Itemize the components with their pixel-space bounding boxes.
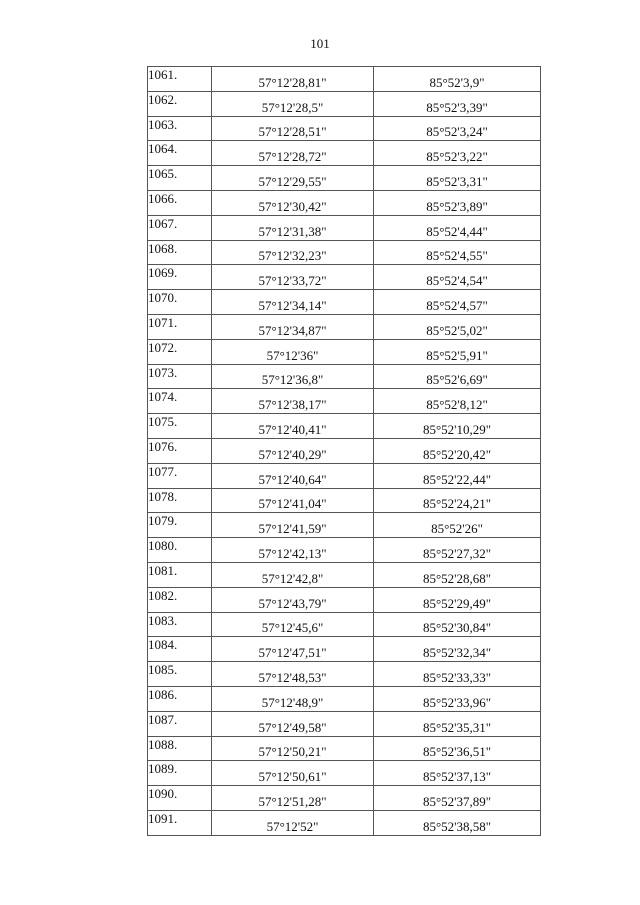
latitude-cell: 57°12'50,61" [212, 761, 374, 786]
table-row [148, 190, 541, 215]
point-number-cell: 1075. [148, 414, 212, 439]
point-number-cell: 1078. [148, 488, 212, 513]
longitude-cell: 85°52'36,51" [374, 736, 541, 761]
longitude-cell: 85°52'10,29" [374, 414, 541, 439]
point-number-cell: 1091. [148, 810, 212, 835]
table-row [148, 736, 541, 761]
longitude-cell: 85°52'5,02" [374, 314, 541, 339]
latitude-cell: 57°12'28,81" [212, 67, 374, 92]
longitude-cell: 85°52'33,96" [374, 686, 541, 711]
point-number-cell: 1071. [148, 314, 212, 339]
longitude-cell: 85°52'3,24" [374, 116, 541, 141]
table-row [148, 290, 541, 315]
latitude-cell: 57°12'41,59" [212, 513, 374, 538]
table-row [148, 538, 541, 563]
table-row [148, 463, 541, 488]
longitude-cell: 85°52'3,31" [374, 166, 541, 191]
point-number-cell: 1082. [148, 587, 212, 612]
table-row [148, 166, 541, 191]
point-number-cell: 1090. [148, 786, 212, 811]
latitude-cell: 57°12'52" [212, 810, 374, 835]
table-row [148, 215, 541, 240]
point-number-cell: 1069. [148, 265, 212, 290]
table-row [148, 364, 541, 389]
longitude-cell: 85°52'35,31" [374, 711, 541, 736]
point-number-cell: 1065. [148, 166, 212, 191]
point-number-cell: 1073. [148, 364, 212, 389]
point-number-cell: 1086. [148, 686, 212, 711]
table-row [148, 662, 541, 687]
latitude-cell: 57°12'48,53" [212, 662, 374, 687]
point-number-cell: 1066. [148, 190, 212, 215]
table-row [148, 414, 541, 439]
point-number-cell: 1089. [148, 761, 212, 786]
longitude-cell: 85°52'5,91" [374, 339, 541, 364]
longitude-cell: 85°52'37,13" [374, 761, 541, 786]
point-number-cell: 1080. [148, 538, 212, 563]
point-number-cell: 1068. [148, 240, 212, 265]
latitude-cell: 57°12'30,42" [212, 190, 374, 215]
latitude-cell: 57°12'42,8" [212, 562, 374, 587]
longitude-cell: 85°52'29,49" [374, 587, 541, 612]
point-number-cell: 1076. [148, 438, 212, 463]
latitude-cell: 57°12'32,23" [212, 240, 374, 265]
longitude-cell: 85°52'32,34" [374, 637, 541, 662]
longitude-cell: 85°52'4,55" [374, 240, 541, 265]
latitude-cell: 57°12'50,21" [212, 736, 374, 761]
longitude-cell: 85°52'4,44" [374, 215, 541, 240]
table-row [148, 240, 541, 265]
latitude-cell: 57°12'28,5" [212, 91, 374, 116]
table-row [148, 389, 541, 414]
point-number-cell: 1074. [148, 389, 212, 414]
longitude-cell: 85°52'27,32" [374, 538, 541, 563]
point-number-cell: 1079. [148, 513, 212, 538]
table-row [148, 488, 541, 513]
latitude-cell: 57°12'51,28" [212, 786, 374, 811]
latitude-cell: 57°12'43,79" [212, 587, 374, 612]
latitude-cell: 57°12'40,64" [212, 463, 374, 488]
table-row [148, 91, 541, 116]
latitude-cell: 57°12'38,17" [212, 389, 374, 414]
table-row [148, 562, 541, 587]
point-number-cell: 1081. [148, 562, 212, 587]
longitude-cell: 85°52'3,9" [374, 67, 541, 92]
table-row [148, 67, 541, 92]
longitude-cell: 85°52'24,21" [374, 488, 541, 513]
longitude-cell: 85°52'26" [374, 513, 541, 538]
latitude-cell: 57°12'36" [212, 339, 374, 364]
table-row [148, 761, 541, 786]
latitude-cell: 57°12'48,9" [212, 686, 374, 711]
table-row [148, 711, 541, 736]
longitude-cell: 85°52'38,58" [374, 810, 541, 835]
table-row [148, 587, 541, 612]
latitude-cell: 57°12'36,8" [212, 364, 374, 389]
point-number-cell: 1084. [148, 637, 212, 662]
point-number-cell: 1062. [148, 91, 212, 116]
point-number-cell: 1083. [148, 612, 212, 637]
longitude-cell: 85°52'3,39" [374, 91, 541, 116]
latitude-cell: 57°12'34,14" [212, 290, 374, 315]
longitude-cell: 85°52'4,57" [374, 290, 541, 315]
latitude-cell: 57°12'28,72" [212, 141, 374, 166]
table-row [148, 314, 541, 339]
table-row [148, 637, 541, 662]
table-row [148, 810, 541, 835]
point-number-cell: 1064. [148, 141, 212, 166]
latitude-cell: 57°12'47,51" [212, 637, 374, 662]
coordinates-table [147, 66, 541, 836]
latitude-cell: 57°12'34,87" [212, 314, 374, 339]
latitude-cell: 57°12'49,58" [212, 711, 374, 736]
latitude-cell: 57°12'31,38" [212, 215, 374, 240]
table-row [148, 686, 541, 711]
point-number-cell: 1087. [148, 711, 212, 736]
point-number-cell: 1063. [148, 116, 212, 141]
longitude-cell: 85°52'28,68" [374, 562, 541, 587]
table-row [148, 612, 541, 637]
longitude-cell: 85°52'20,42" [374, 438, 541, 463]
longitude-cell: 85°52'33,33" [374, 662, 541, 687]
point-number-cell: 1088. [148, 736, 212, 761]
longitude-cell: 85°52'6,69" [374, 364, 541, 389]
table-row [148, 786, 541, 811]
coordinates-table-body [148, 67, 541, 836]
table-row [148, 339, 541, 364]
point-number-cell: 1085. [148, 662, 212, 687]
point-number-cell: 1061. [148, 67, 212, 92]
latitude-cell: 57°12'40,41" [212, 414, 374, 439]
latitude-cell: 57°12'41,04" [212, 488, 374, 513]
latitude-cell: 57°12'45,6" [212, 612, 374, 637]
latitude-cell: 57°12'33,72" [212, 265, 374, 290]
latitude-cell: 57°12'29,55" [212, 166, 374, 191]
point-number-cell: 1077. [148, 463, 212, 488]
table-row [148, 116, 541, 141]
point-number-cell: 1067. [148, 215, 212, 240]
longitude-cell: 85°52'37,89" [374, 786, 541, 811]
longitude-cell: 85°52'8,12" [374, 389, 541, 414]
table-row [148, 513, 541, 538]
longitude-cell: 85°52'22,44" [374, 463, 541, 488]
point-number-cell: 1072. [148, 339, 212, 364]
point-number-cell: 1070. [148, 290, 212, 315]
page-number: 101 [310, 36, 330, 51]
longitude-cell: 85°52'30,84" [374, 612, 541, 637]
longitude-cell: 85°52'4,54" [374, 265, 541, 290]
latitude-cell: 57°12'28,51" [212, 116, 374, 141]
latitude-cell: 57°12'40,29" [212, 438, 374, 463]
table-row [148, 438, 541, 463]
table-row [148, 141, 541, 166]
latitude-cell: 57°12'42,13" [212, 538, 374, 563]
longitude-cell: 85°52'3,89" [374, 190, 541, 215]
longitude-cell: 85°52'3,22" [374, 141, 541, 166]
table-row [148, 265, 541, 290]
